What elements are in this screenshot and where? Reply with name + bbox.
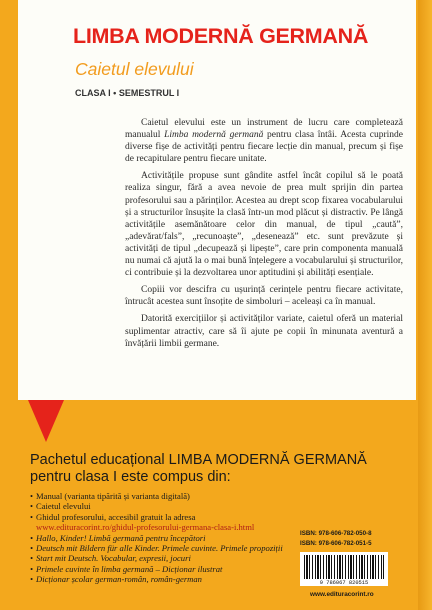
list-item: • Dicționar școlar german-român, român-german [30, 574, 290, 584]
list-item: • Primele cuvinte în limba germană – Dicționar ilustrat [30, 564, 290, 574]
list-item: • Hallo, Kinder! Limbă germană pentru începători [30, 533, 290, 543]
barcode [300, 552, 388, 586]
isbn-1: ISBN: 978-606-782-050-8 [300, 530, 372, 537]
isbn-2: ISBN: 978-606-782-051-5 [300, 540, 372, 547]
package-title-line-1: Pachetul educațional LIMBA MODERNĂ GERMANĂ [30, 452, 367, 468]
book-subtitle: Caietul elevului [75, 59, 194, 79]
teacher-guide-link[interactable]: www.edituracorint.ro/ghidul-profesorului-germana-clasa-i.html [36, 522, 255, 533]
red-arrow-icon [28, 400, 64, 442]
list-item-text: Ghidul profesorului, accesibil gratuit la adresa [36, 511, 196, 522]
package-list [30, 491, 290, 585]
list-item: • Manual (varianta tipărită și varianta digitală) [30, 491, 290, 501]
grade-semester: CLASA I • SEMESTRUL I [75, 88, 180, 98]
isbn-block [300, 529, 372, 549]
book-title: LIMBA MODERNĂ GERMANĂ [73, 24, 369, 48]
list-item [30, 512, 290, 533]
package-title-line-2: pentru clasa I este compus din: [30, 469, 231, 485]
paragraph-4: Datorită exercițiilor și activităților variate, caietul oferă un material suplimentar atractiv, care să îi ajute pe copii în minunata aventură a învățării limbii germane. [125, 314, 403, 349]
list-item: • Deutsch mit Bildern für alle Kinder. Primele cuvinte. Primele propoziții [30, 543, 290, 553]
package-title [30, 452, 410, 486]
barcode-bars [304, 555, 384, 579]
paragraph-3: Copiii vor descifra cu ușurință cerințele pentru fiecare activitate, întrucât acestea sunt însoțite de simboluri – aceleași ca în manual. [125, 285, 403, 308]
paragraph-1-tail: pentru clasa întâi. Acesta cuprinde diverse fișe de activități pentru fiecare lecție din manual, precum și fișe de recapitulare pentru fiecare unitate. [125, 130, 403, 165]
barcode-digits: 9 786067 820515 [319, 580, 369, 586]
paragraph-1-italic: Limba modernă germană [164, 130, 264, 141]
cover-edge [418, 0, 432, 610]
publisher-website[interactable]: www.edituracorint.ro [310, 591, 374, 598]
description [125, 117, 403, 355]
list-item: • Start mit Deutsch. Vocabular, expresii, jocuri [30, 553, 290, 563]
text-panel [18, 0, 416, 400]
paragraph-1 [125, 117, 403, 165]
paragraph-1-text: Caietul elevului este un instrument de lucru care completează manualul [125, 118, 403, 141]
list-item: • Caietul elevului [30, 501, 290, 511]
paragraph-2: Activitățile propuse sunt gândite astfel încât copilul să le poată realiza singur, fără a avea nevoie de prea mult sprijin din partea profesorului sau a părinților. Acestea au drept scop fixarea vocabularului și a structurilor însușite la clasă într-un mod plăcut și distractiv. Pe lângă activitățile asemănătoare celor din manual, de tipul „caută”, „adevărat/fals”, „recunoaște”, „desenează” etc. sunt prevăzute și activități de tipul „decupează și lipește”, care prin componenta manuală nu numai că ajută la o mai bună înțelegere a vocabularului și structurilor, ci contribuie și la dezvoltarea unor aptitudini și abilități esențiale. [125, 171, 403, 279]
